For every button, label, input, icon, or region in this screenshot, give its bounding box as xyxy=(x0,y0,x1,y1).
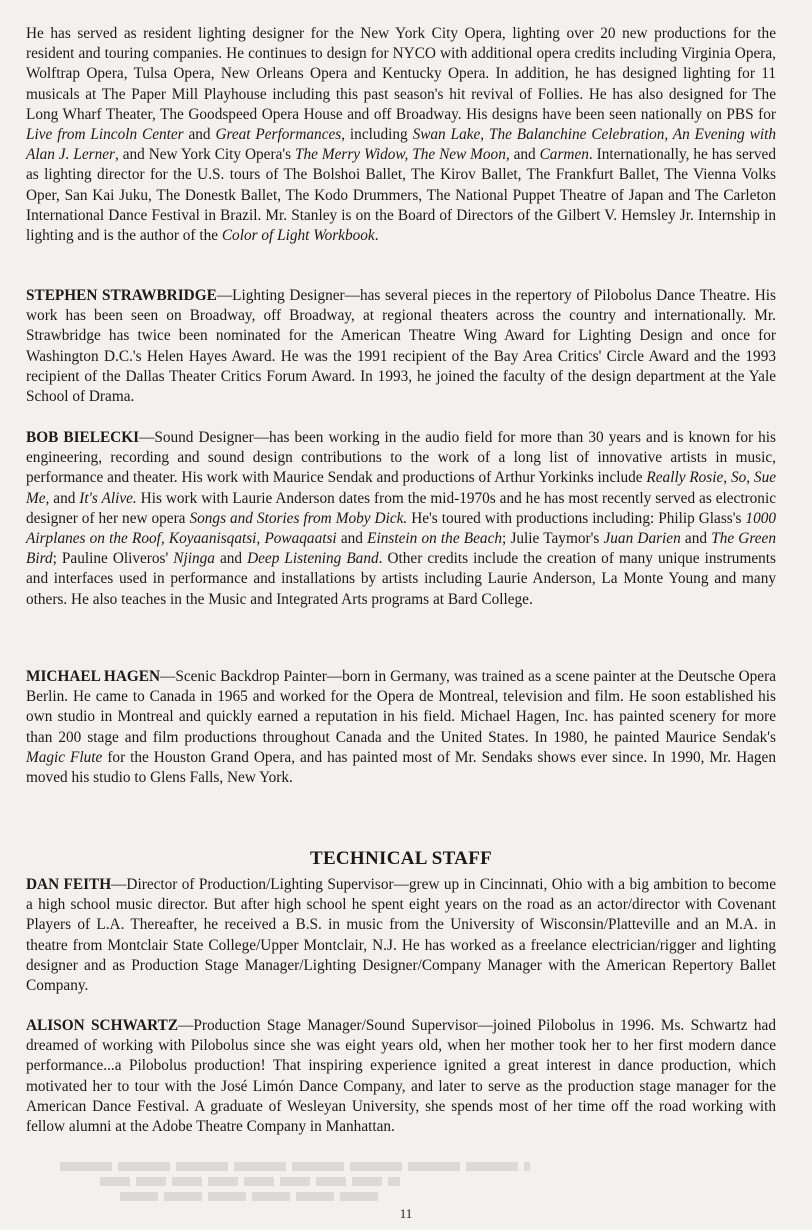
bio-paragraph-stanley: He has served as resident lighting designer for the New York City Opera, lighting over 20 new productions for the resident and touring companies. He continues to design for NYCO with additional opera credits including Virginia Opera, Wolftrap Opera, Tulsa Opera, New Orleans Opera and Kentucky Opera. In addition, he has designed lighting for 11 musicals at The Paper Mill Playhouse including this past season's hit revival of Follies. He has also designed for The Long Wharf Theater, The Goodspeed Opera House and off Broadway. His designs have been seen nationally on PBS for Live from Lincoln Center and Great Performances, including Swan Lake, The Balanchine Celebration, An Evening with Alan J. Lerner, and New York City Opera's The Merry Widow, The New Moon, and Carmen. Internationally, he has served as lighting director for the U.S. tours of The Bolshoi Ballet, The Kirov Ballet, The Frankfurt Ballet, The Vienna Volks Oper, San Kai Juku, The Donestk Ballet, The Kodo Drummers, The National Puppet Theatre of Japan and The Carleton International Dance Festival in Brazil. Mr. Stanley is on the Board of Directors of the Gilbert V. Hemsley Jr. Internship in lighting and is the author of the Color of Light Workbook. xyxy=(26,25,776,245)
section-heading: TECHNICAL STAFF xyxy=(309,848,493,869)
bio-name: MICHAEL HAGEN xyxy=(26,668,161,685)
page-number: 11 xyxy=(399,1206,413,1221)
bio-name: ALISON SCHWARTZ xyxy=(26,1017,179,1034)
bio-paragraph-strawbridge: STEPHEN STRAWBRIDGE—Lighting Designer—has several pieces in the repertory of Pilobolus Dance Theatre. His work has been seen on Broadway, off Broadway, at regional theaters across the country and internationally. Mr. Strawbridge has twice been nominated for the American Theatre Wing Award for Lighting Design and once for Washington D.C.'s Helen Hayes Award. He was the 1991 recipient of the Bay Area Critics' Circle Award and the 1993 recipient of the Dallas Theater Critics Forum Award. In 1993, he joined the faculty of the design department at the Yale School of Drama. xyxy=(26,287,776,406)
bio-paragraph-schwartz: ALISON SCHWARTZ—Production Stage Manager/Sound Supervisor—joined Pilobolus in 1996. Ms. Schwartz had dreamed of working with Pilobolus since she was eight years old, when her mother took her to her first modern dance performance...a Pilobolus production! That inspiring experience ignited a great interest in dance production, which motivated her to tour with the José Limón Dance Company, and later to serve as the production stage manager for the American Dance Festival. A graduate of Wesleyan University, she spends most of her time off the road working with fellow alumni at the Adobe Theatre Company in Manhattan. xyxy=(26,1017,776,1136)
bio-name: BOB BIELECKI xyxy=(26,429,140,446)
bio-paragraph-hagen: MICHAEL HAGEN—Scenic Backdrop Painter—born in Germany, was trained as a scene painter at the Deutsche Opera Berlin. He came to Canada in 1965 and worked for the Opera de Montreal, television and film. He soon established his own studio in Montreal and quickly earned a reputation in his field. Michael Hagen, Inc. has painted scenery for more than 200 stage and film productions throughout Canada and the United States. In 1980, he painted Maurice Sendak's Magic Flute for the Houston Grand Opera, and has painted most of Mr. Sendaks shows ever since. In 1990, Mr. Hagen moved his studio to Glens Falls, New York. xyxy=(26,668,776,787)
bio-paragraph-feith: DAN FEITH—Director of Production/Lighting Supervisor—grew up in Cincinnati, Ohio with a big ambition to become a high school music director. But after high school he spent eight years on the road as an actor/director with Covenant Players of L.A. Thereafter, he received a B.S. in music from the University of Wisconsin/Platteville and an M.A. in theatre from Montclair State College/Upper Montclair, N.J. He has worked as a freelance electrician/rigger and lighting designer and as Production Stage Manager/Lighting Designer/Company Manager with the American Repertory Ballet Company. xyxy=(26,876,776,995)
bio-name: STEPHEN STRAWBRIDGE xyxy=(26,287,217,304)
show-through-texture xyxy=(60,1162,760,1204)
bio-paragraph-bielecki: BOB BIELECKI—Sound Designer—has been working in the audio field for more than 30 years and is known for his engineering, recording and sound design contributions to the work of a long list of innovative artists in music, performance and theater. His work with Maurice Sendak and productions of Arthur Yorkinks include Really Rosie, So, Sue Me, and It's Alive. His work with Laurie Anderson dates from the mid-1970s and he has most recently served as electronic designer of her new opera Songs and Stories from Moby Dick. He's toured with productions including: Philip Glass's 1000 Airplanes on the Roof, Koyaanisqatsi, Powaqaatsi and Einstein on the Beach; Julie Taymor's Juan Darien and The Green Bird; Pauline Oliveros' Njinga and Deep Listening Band. Other credits include the creation of many unique instruments and interfaces used in performance and installations by artists including Laurie Anderson, La Monte Young and many others. He also teaches in the Music and Integrated Arts programs at Bard College. xyxy=(26,429,777,608)
bio-name: DAN FEITH xyxy=(26,876,112,893)
